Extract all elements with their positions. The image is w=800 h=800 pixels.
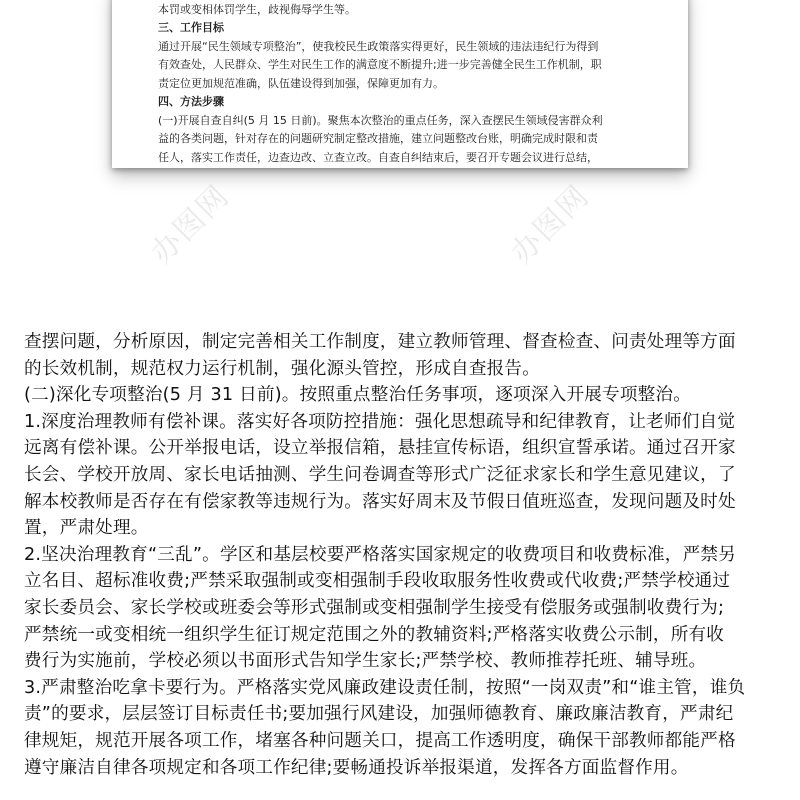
preview-text-line: 有效查处，人民群众、学生对民生工作的满意度不断提升;进一步完善健全民生工作机制，职 bbox=[158, 58, 602, 71]
body-text-line: 的长效机制，规范权力运行机制，强化源头管控，形成自查报告。 bbox=[24, 358, 541, 379]
body-text-line: 2.坚决治理教育“三乱”。学区和基层校要严格落实国家规定的收费项目和收费标准，严禁另 bbox=[24, 544, 736, 565]
preview-text-line: 责定位更加规范准确，队伍建设得到加强，保障更加有力。 bbox=[158, 76, 444, 90]
body-text-line: 3.严肃整治吃拿卡要行为。严格落实党风廉政建设责任制，按照“一岗双责”和“谁主管，谁负 bbox=[24, 677, 746, 698]
body-text-line: (二)深化专项整治(5 月 31 日前)。按照重点整治任务事项，逐项深入开展专项整治。 bbox=[24, 385, 692, 406]
body-text-line: 遵守廉洁自律各项规定和各项工作纪律;要畅通投诉举报渠道，发挥各方面监督作用。 bbox=[24, 757, 689, 778]
body-text-line: 置，严肃处理。 bbox=[24, 518, 149, 539]
body-text-line: 解本校教师是否存在有偿家教等违规行为。落实好周末及节假日值班巡查，发现问题及时处 bbox=[24, 491, 736, 512]
body-text-line: 长会、学校开放周、家长电话抽测、学生问卷调查等形式广泛征求家长和学生意见建议，了 bbox=[24, 464, 736, 485]
preview-text-block bbox=[158, 0, 666, 167]
preview-text-line: 益的各类问题，针对存在的问题研究制定整改措施，建立问题整改台账，明确完成时限和责 bbox=[158, 132, 598, 145]
body-text-line: 严禁统一或变相统一组织学生征订规定范围之外的教辅资料;严格落实收费公示制，所有收 bbox=[24, 624, 725, 645]
preview-text-line: (一)开展自查自纠(5 月 15 日前)。聚焦本次整治的重点任务，深入查摆民生领域侵害群众利 bbox=[158, 113, 603, 127]
document-preview-card bbox=[112, 0, 688, 168]
preview-section-heading: 四、方法步骤 bbox=[158, 95, 224, 108]
preview-text-line: 本罚或变相体罚学生，歧视侮辱学生等。 bbox=[158, 2, 356, 16]
body-text-line: 1.深度治理教师有偿补课。落实好各项防控措施：强化思想疏导和纪律教育，让老师们自觉 bbox=[24, 411, 736, 432]
body-text-line: 查摆问题，分析原因，制定完善相关工作制度，建立教师管理、督查检查、问责处理等方面 bbox=[24, 332, 736, 352]
watermark: 办图网 bbox=[504, 178, 597, 271]
preview-text-line: 通过开展“民生领域专项整治”，使我校民生政策落实得更好，民生领域的违法违纪行为得到 bbox=[158, 39, 599, 53]
body-text-line: 远离有偿补课。公开举报电话，设立举报信箱，悬挂宣传标语，组织宣誓承诺。通过召开家 bbox=[24, 438, 736, 459]
preview-section-heading: 三、工作目标 bbox=[158, 21, 224, 34]
preview-text-line: 任人，落实工作责任，边查边改、立查立改。自查自纠结束后，要召开专题会议进行总结， bbox=[158, 150, 598, 164]
body-text-line: 立名目、超标准收费;严禁采取强制或变相强制手段收取服务性收费或代收费;严禁学校通过 bbox=[24, 571, 731, 592]
body-text-line: 律规矩，规范开展各项工作，堵塞各种问题关口，提高工作透明度，确保干部教师都能严格 bbox=[24, 730, 736, 751]
body-text-line: 家长委员会、家长学校或班委会等形式强制或变相强制学生接受有偿服务或强制收费行为; bbox=[24, 597, 725, 618]
body-text-line: 责”的要求，层层签订目标责任书;要加强行风建设，加强师德教育、廉政廉洁教育，严肃纪 bbox=[24, 704, 734, 725]
body-text-line: 费行为实施前，学校必须以书面形式告知学生家长;严禁学校、教师推荐托班、辅导班。 bbox=[24, 651, 707, 672]
watermark: 办图网 bbox=[144, 178, 237, 271]
document-body-text bbox=[24, 329, 784, 781]
